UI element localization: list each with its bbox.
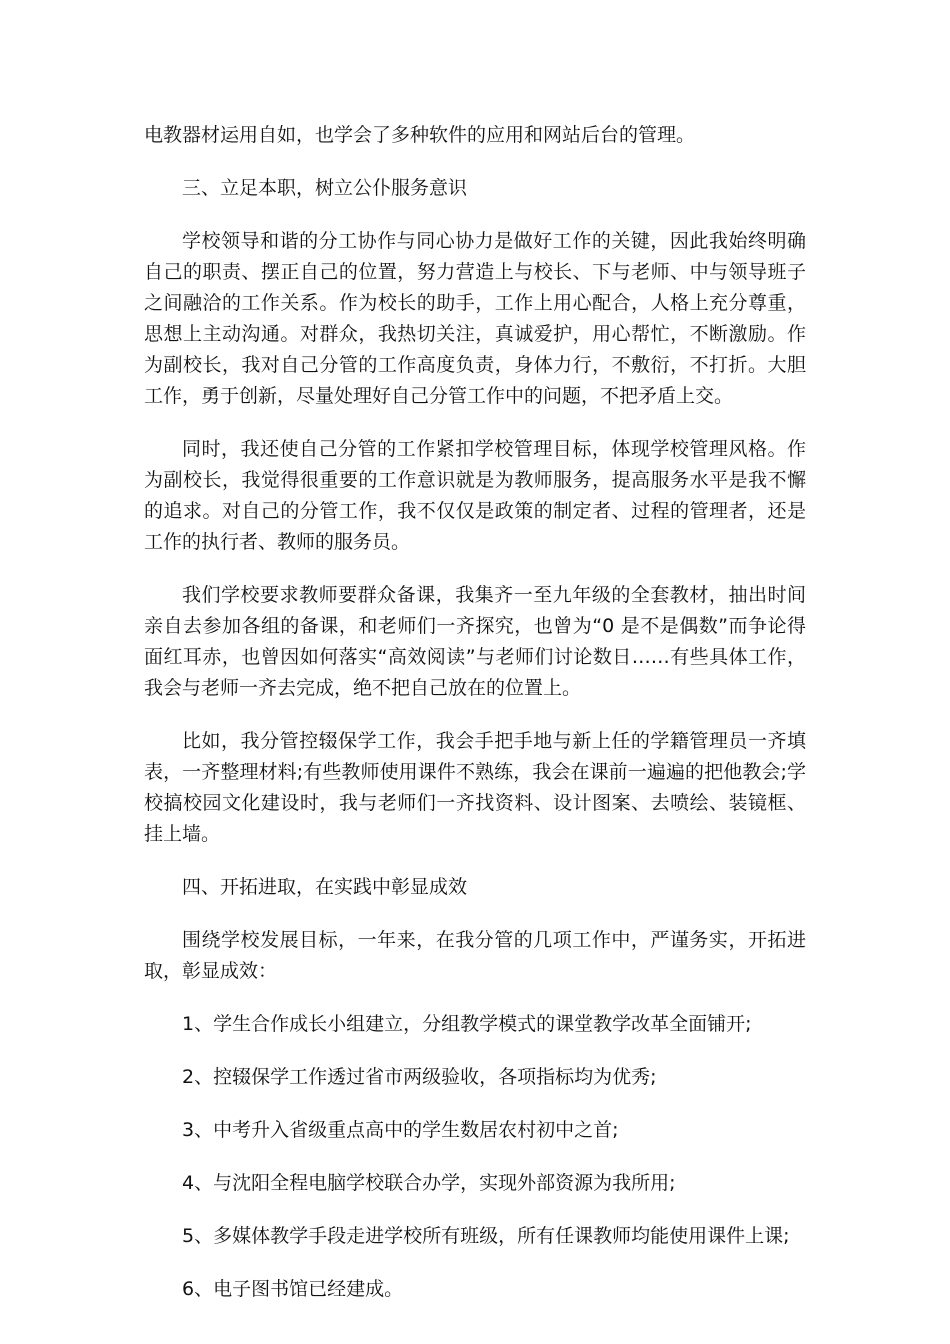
paragraph-continuation: 电教器材运用自如，也学会了多种软件的应用和网站后台的管理。 xyxy=(144,124,696,146)
paragraph-examples: 比如，我分管控辍保学工作，我会手把手地与新上任的学籍管理员一齐填表，一齐整理材料;有些教师使用课件不熟练，我会在课前一遍遍的把他教会;学校搞校园文化建设时，我与老师们一齐找资料、设计图案、去喷绘、装镜框、挂上墙。 xyxy=(144,730,806,845)
achievement-item-6: 6、电子图书馆已经建成。 xyxy=(182,1278,404,1300)
paragraph-leadership: 学校领导和谐的分工协作与同心协力是做好工作的关键，因此我始终明确自己的职责、摆正自己的位置，努力营造上与校长、下与老师、中与领导班子之间融洽的工作关系。作为校长的助手，工作上用心配合，人格上充分尊重，思想上主动沟通。对群众，我热切关注，真诚爱护，用心帮忙，不断激励。作为副校长，我对自己分管的工作高度负责，身体力行，不敷衍，不打折。大胆工作，勇于创新，尽量处理好自己分管工作中的问题，不把矛盾上交。 xyxy=(144,230,806,407)
paragraph-achievements-intro: 围绕学校发展目标，一年来，在我分管的几项工作中，严谨务实，开拓进取，彰显成效： xyxy=(144,929,806,982)
achievement-item-4: 4、与沈阳全程电脑学校联合办学，实现外部资源为我所用; xyxy=(182,1172,676,1194)
section-heading-four: 四、开拓进取，在实践中彰显成效 xyxy=(182,876,468,898)
section-heading-three: 三、立足本职，树立公仆服务意识 xyxy=(182,177,468,199)
document-page xyxy=(144,120,806,1327)
achievement-item-2: 2、控辍保学工作透过省市两级验收，各项指标均为优秀; xyxy=(182,1066,657,1088)
paragraph-lesson-prep: 我们学校要求教师要群众备课，我集齐一至九年级的全套教材，抽出时间亲自去参加各组的备课，和老师们一齐探究，也曾为“0 是不是偶数”而争论得面红耳赤，也曾因如何落实“高效阅读”与老师们讨论数日……有些具体工作，我会与老师一齐去完成，绝不把自己放在的位置上。 xyxy=(144,584,806,699)
achievement-item-3: 3、中考升入省级重点高中的学生数居农村初中之首; xyxy=(182,1119,619,1141)
paragraph-service: 同时，我还使自己分管的工作紧扣学校管理目标，体现学校管理风格。作为副校长，我觉得很重要的工作意识就是为教师服务，提高服务水平是我不懈的追求。对自己的分管工作，我不仅仅是政策的制定者、过程的管理者，还是工作的执行者、教师的服务员。 xyxy=(144,438,806,553)
achievement-item-5: 5、多媒体教学手段走进学校所有班级，所有任课教师均能使用课件上课; xyxy=(182,1225,790,1247)
achievement-item-1: 1、学生合作成长小组建立，分组教学模式的课堂教学改革全面铺开; xyxy=(182,1013,752,1035)
